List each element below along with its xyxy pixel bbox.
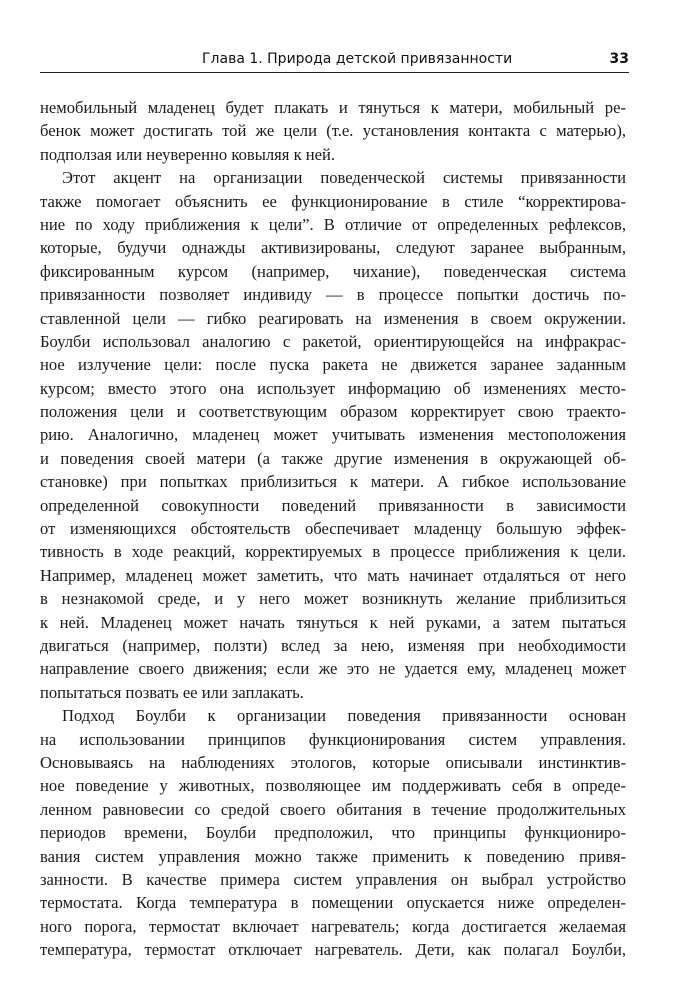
text-line: определенной совокупности поведений привязанности в зависимости [40, 495, 626, 515]
text-line: на использовании принципов функционирования систем управления. [40, 729, 626, 749]
text-line: фиксированным курсом (например, чихание), поведенческая система [40, 261, 626, 281]
text-line: вания систем управления можно также применить к поведению привя- [40, 846, 626, 866]
text-line: привязанности позволяет индивиду — в процессе попытки достичь по- [40, 285, 626, 305]
text-line: немобильный младенец будет плакать и тянуться к матери, мобильный ре- [40, 98, 626, 117]
text-line: также помогает объяснить ее функционирование в стиле “корректирова- [40, 191, 626, 211]
text-line: ного порога, термостат включает нагреватель; когда достигается желаемая [40, 916, 626, 936]
text-line: положения цели и соответствующим образом корректирует свою траекто- [40, 402, 626, 422]
body-text [40, 96, 626, 961]
text-line: бенок может достигать той же цели (т.е. установления контакта с матерью), [40, 121, 626, 141]
text-line: рию. Аналогично, младенец может учитывать изменения местоположения [40, 425, 626, 445]
running-header [40, 50, 629, 73]
paragraph [40, 96, 626, 166]
text-line: которые, будучи однажды активизированы, следуют заранее выбранным, [40, 238, 626, 258]
chapter-title: Глава 1. Природа детской привязанности [202, 51, 513, 67]
text-line: периодов времени, Боулби предположил, что принципы функциониро- [40, 823, 626, 843]
text-line: от изменяющихся обстоятельств обеспечивает младенцу большую эффек- [40, 519, 626, 539]
text-line: Например, младенец может заметить, что мать начинает отдаляться от него [40, 565, 626, 585]
page-number: 33 [609, 51, 629, 67]
paragraph [40, 166, 626, 704]
text-line: в незнакомой среде, и у него может возникнуть желание приблизиться [40, 589, 626, 609]
text-line: становке) при попытках приблизиться к матери. А гибкое использование [40, 472, 626, 492]
text-line: направление своего движения; если же это не удается ему, младенец может [40, 659, 626, 679]
text-line: термостата. Когда температура в помещении опускается ниже определен- [40, 893, 626, 913]
text-line: ставленной цели — гибко реагировать на изменения в своем окружении. [40, 308, 626, 328]
text-line: Этот акцент на организации поведенческой системы привязанности [62, 168, 626, 188]
text-line: Боулби использовал аналогию с ракетой, ориентирующейся на инфракрас- [40, 331, 626, 351]
text-line: занности. В качестве примера систем управления он выбрал устройство [40, 869, 626, 889]
text-line: ное излучение цели: после пуска ракета не движется заранее заданным [40, 355, 626, 375]
text-line: двигаться (например, ползти) вслед за нею, изменяя при необходимости [40, 635, 626, 655]
text-line: тивность в ходе реакций, корректируемых в процессе приближения к цели. [40, 542, 626, 562]
text-line: ное поведение у животных, позволяющее им поддерживать себя в опреде- [40, 776, 626, 796]
text-line: к ней. Младенец может начать тянуться к ней руками, а затем пытаться [40, 612, 626, 632]
text-line: и поведения своей матери (а также другие изменения в окружающей об- [40, 448, 626, 468]
text-line: подползая или неуверенно ковыляя к ней. [40, 144, 336, 164]
text-line: температура, термостат отключает нагреватель. Дети, как полагал Боулби, [40, 940, 626, 960]
text-line: попытаться позвать ее или заплакать. [40, 682, 304, 702]
paragraph [40, 704, 626, 961]
text-line: курсом; вместо этого она использует информацию об изменениях место- [40, 378, 626, 398]
text-line: ние по ходу приближения к цели”. В отличие от определенных рефлексов, [40, 214, 626, 234]
text-line: ленном равновесии со средой своего обитания в течение продолжительных [40, 799, 626, 819]
text-line: Основываясь на наблюдениях этологов, которые описывали инстинктив- [40, 752, 626, 772]
text-line: Подход Боулби к организации поведения привязанности основан [62, 706, 626, 726]
